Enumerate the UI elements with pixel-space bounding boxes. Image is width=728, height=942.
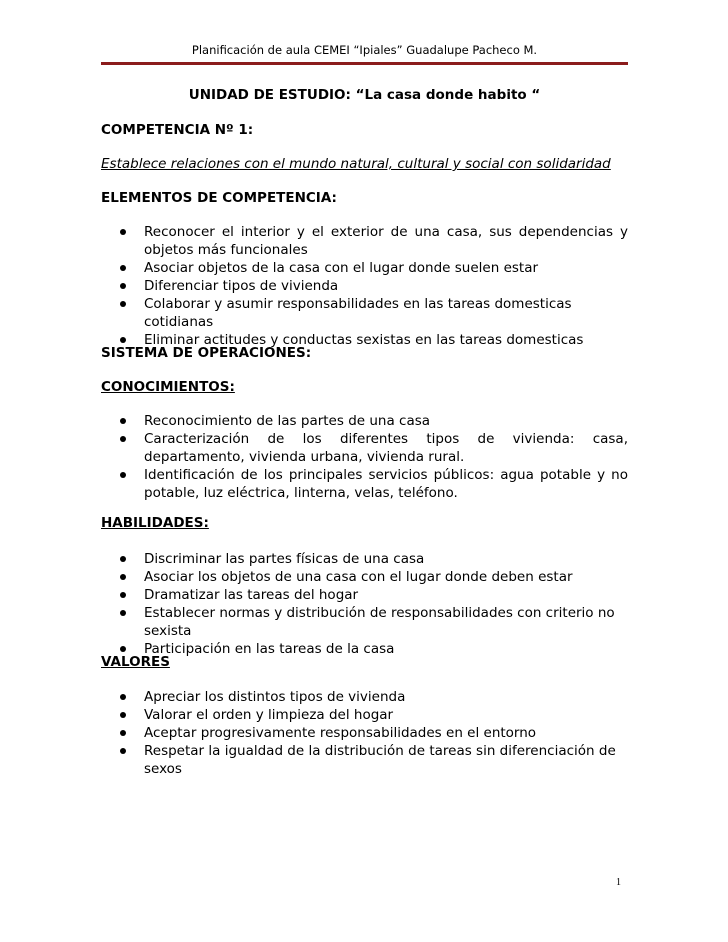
bullet-icon (120, 436, 126, 442)
bullet-icon (120, 748, 126, 754)
list-item-text: Asociar los objetos de una casa con el lugar donde deben estar (144, 569, 573, 585)
list-item-text: Aceptar progresivamente responsabilidades en el entorno (144, 725, 537, 741)
elements-list (101, 223, 628, 349)
list-item-text: Discriminar las partes físicas de una casa (144, 551, 425, 567)
bullet-icon (120, 592, 126, 598)
list-item (101, 466, 628, 502)
list-item (101, 742, 628, 778)
unit-title: UNIDAD DE ESTUDIO: “La casa donde habito “ (188, 87, 541, 103)
elements-heading: ELEMENTOS DE COMPETENCIA: (101, 190, 337, 206)
bullet-icon (120, 712, 126, 718)
list-item-text: Dramatizar las tareas del hogar (144, 587, 359, 603)
bullet-icon (120, 283, 126, 289)
skills-heading: HABILIDADES: (101, 515, 209, 531)
bullet-icon (120, 265, 126, 271)
list-item (101, 568, 628, 586)
list-item-text: Reconocer el interior y el exterior de una casa, sus dependencias y objetos más funcionales (144, 224, 628, 258)
list-item (101, 550, 628, 568)
bullet-icon (120, 337, 126, 343)
list-item (101, 295, 628, 331)
list-item-text: Respetar la igualdad de la distribución de tareas sin diferenciación de sexos (144, 743, 616, 777)
list-item (101, 586, 628, 604)
list-item-text: Diferenciar tipos de vivienda (144, 278, 339, 294)
bullet-icon (120, 301, 126, 307)
header-rule (101, 62, 628, 65)
bullet-icon (120, 418, 126, 424)
values-heading: VALORES (101, 654, 170, 670)
skills-list (101, 550, 628, 658)
page-number: 1 (616, 877, 621, 888)
bullet-icon (120, 730, 126, 736)
list-item (101, 277, 628, 295)
list-item-text: Establecer normas y distribución de responsabilidades con criterio no sexista (144, 605, 615, 639)
list-item-text: Eliminar actitudes y conductas sexistas en las tareas domesticas (144, 332, 584, 348)
list-item (101, 259, 628, 277)
list-item-text: Colaborar y asumir responsabilidades en las tareas domesticas cotidianas (144, 296, 572, 330)
list-item (101, 640, 628, 658)
bullet-icon (120, 229, 126, 235)
list-item-text: Valorar el orden y limpieza del hogar (144, 707, 394, 723)
knowledge-list (101, 412, 628, 502)
operations-heading: SISTEMA DE OPERACIONES: (101, 345, 312, 361)
list-item-text: Caracterización de los diferentes tipos de vivienda: casa, departamento, vivienda urbana, vivienda rural. (144, 431, 628, 465)
list-item (101, 706, 628, 724)
list-item (101, 724, 628, 742)
list-item (101, 688, 628, 706)
bullet-icon (120, 694, 126, 700)
list-item-text: Apreciar los distintos tipos de vivienda (144, 689, 406, 705)
list-item (101, 604, 628, 640)
list-item (101, 223, 628, 259)
list-item (101, 412, 628, 430)
list-item-text: Participación en las tareas de la casa (144, 641, 395, 657)
list-item-text: Asociar objetos de la casa con el lugar donde suelen estar (144, 260, 539, 276)
knowledge-heading: CONOCIMIENTOS: (101, 379, 235, 395)
bullet-icon (120, 556, 126, 562)
list-item (101, 430, 628, 466)
list-item-text: Identificación de los principales servicios públicos: agua potable y no potable, luz eléctrica, linterna, velas, teléfono. (144, 467, 628, 501)
competence-text: Establece relaciones con el mundo natural, cultural y social con solidaridad (101, 156, 611, 172)
bullet-icon (120, 646, 126, 652)
values-list (101, 688, 628, 778)
bullet-icon (120, 574, 126, 580)
page-header: Planificación de aula CEMEI “Ipiales” Guadalupe Pacheco M. (191, 43, 538, 57)
bullet-icon (120, 472, 126, 478)
list-item-text: Reconocimiento de las partes de una casa (144, 413, 431, 429)
bullet-icon (120, 610, 126, 616)
competence-heading: COMPETENCIA Nº 1: (101, 122, 254, 138)
